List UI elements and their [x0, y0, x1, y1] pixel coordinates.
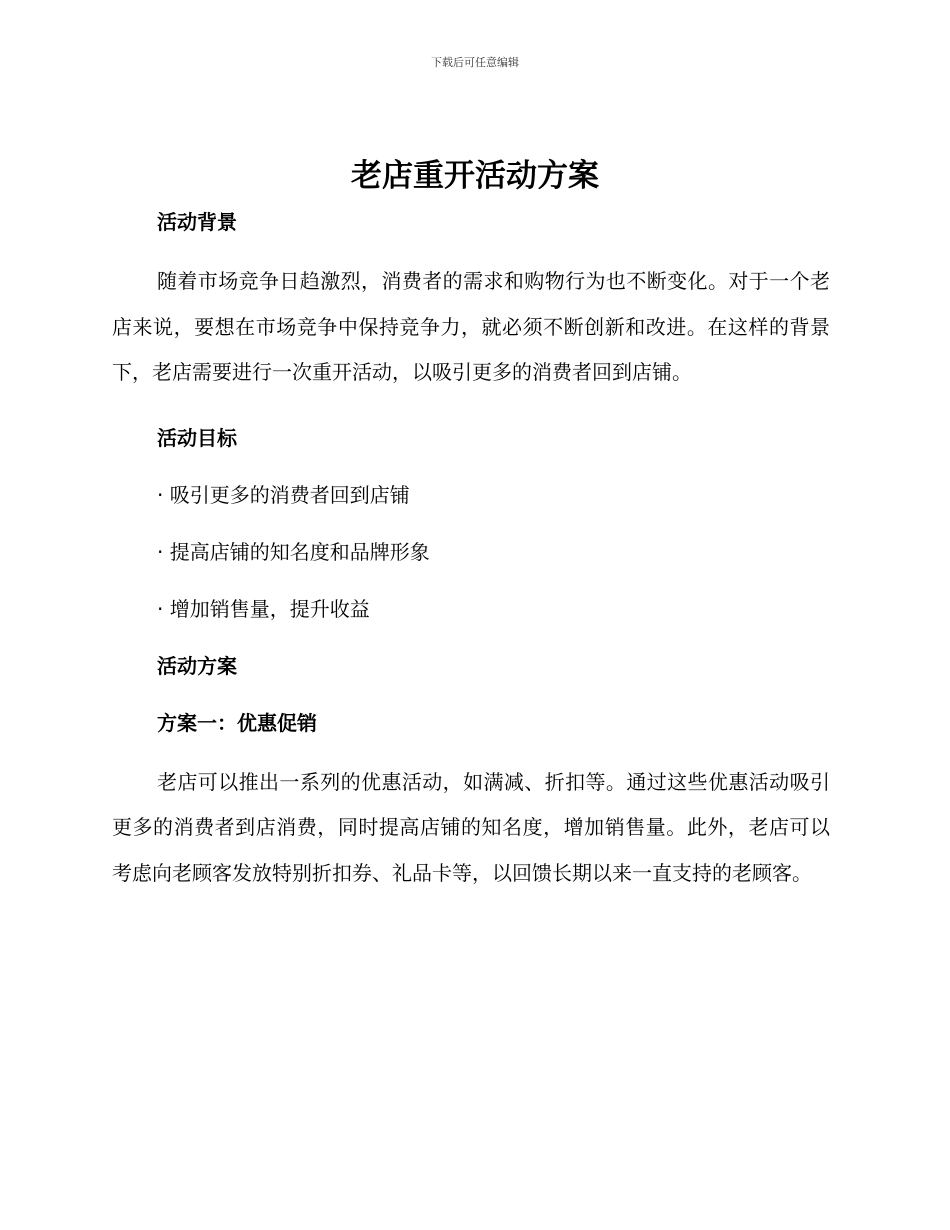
document-body [112, 203, 830, 896]
section-heading-goals: 活动目标 [157, 425, 237, 450]
option1-paragraph: 老店可以推出一系列的优惠活动，如满减、折扣等。通过这些优惠活动吸引更多的消费者到店消费，同时提高店铺的知名度，增加销售量。此外，老店可以考虑向老顾客发放特别折扣券、礼品卡等，以回馈长期以来一直支持的老顾客。 [112, 769, 830, 885]
document-title: 老店重开活动方案 [351, 158, 599, 194]
goal-item: · 提高店铺的知名度和品牌形象 [157, 539, 430, 564]
goal-item: · 增加销售量，提升收益 [157, 596, 370, 621]
background-paragraph: 随着市场竞争日趋激烈，消费者的需求和购物行为也不断变化。对于一个老店来说，要想在市场竞争中保持竞争力，就必须不断创新和改进。在这样的背景下，老店需要进行一次重开活动，以吸引更多的消费者回到店铺。 [112, 269, 830, 384]
section-heading-plan: 活动方案 [157, 653, 237, 678]
goal-item: · 吸引更多的消费者回到店铺 [157, 482, 410, 507]
section-heading-background: 活动背景 [157, 210, 237, 234]
option1-heading: 方案一：优惠促销 [157, 710, 317, 735]
header-note: 下载后可任意编辑 [431, 56, 519, 69]
